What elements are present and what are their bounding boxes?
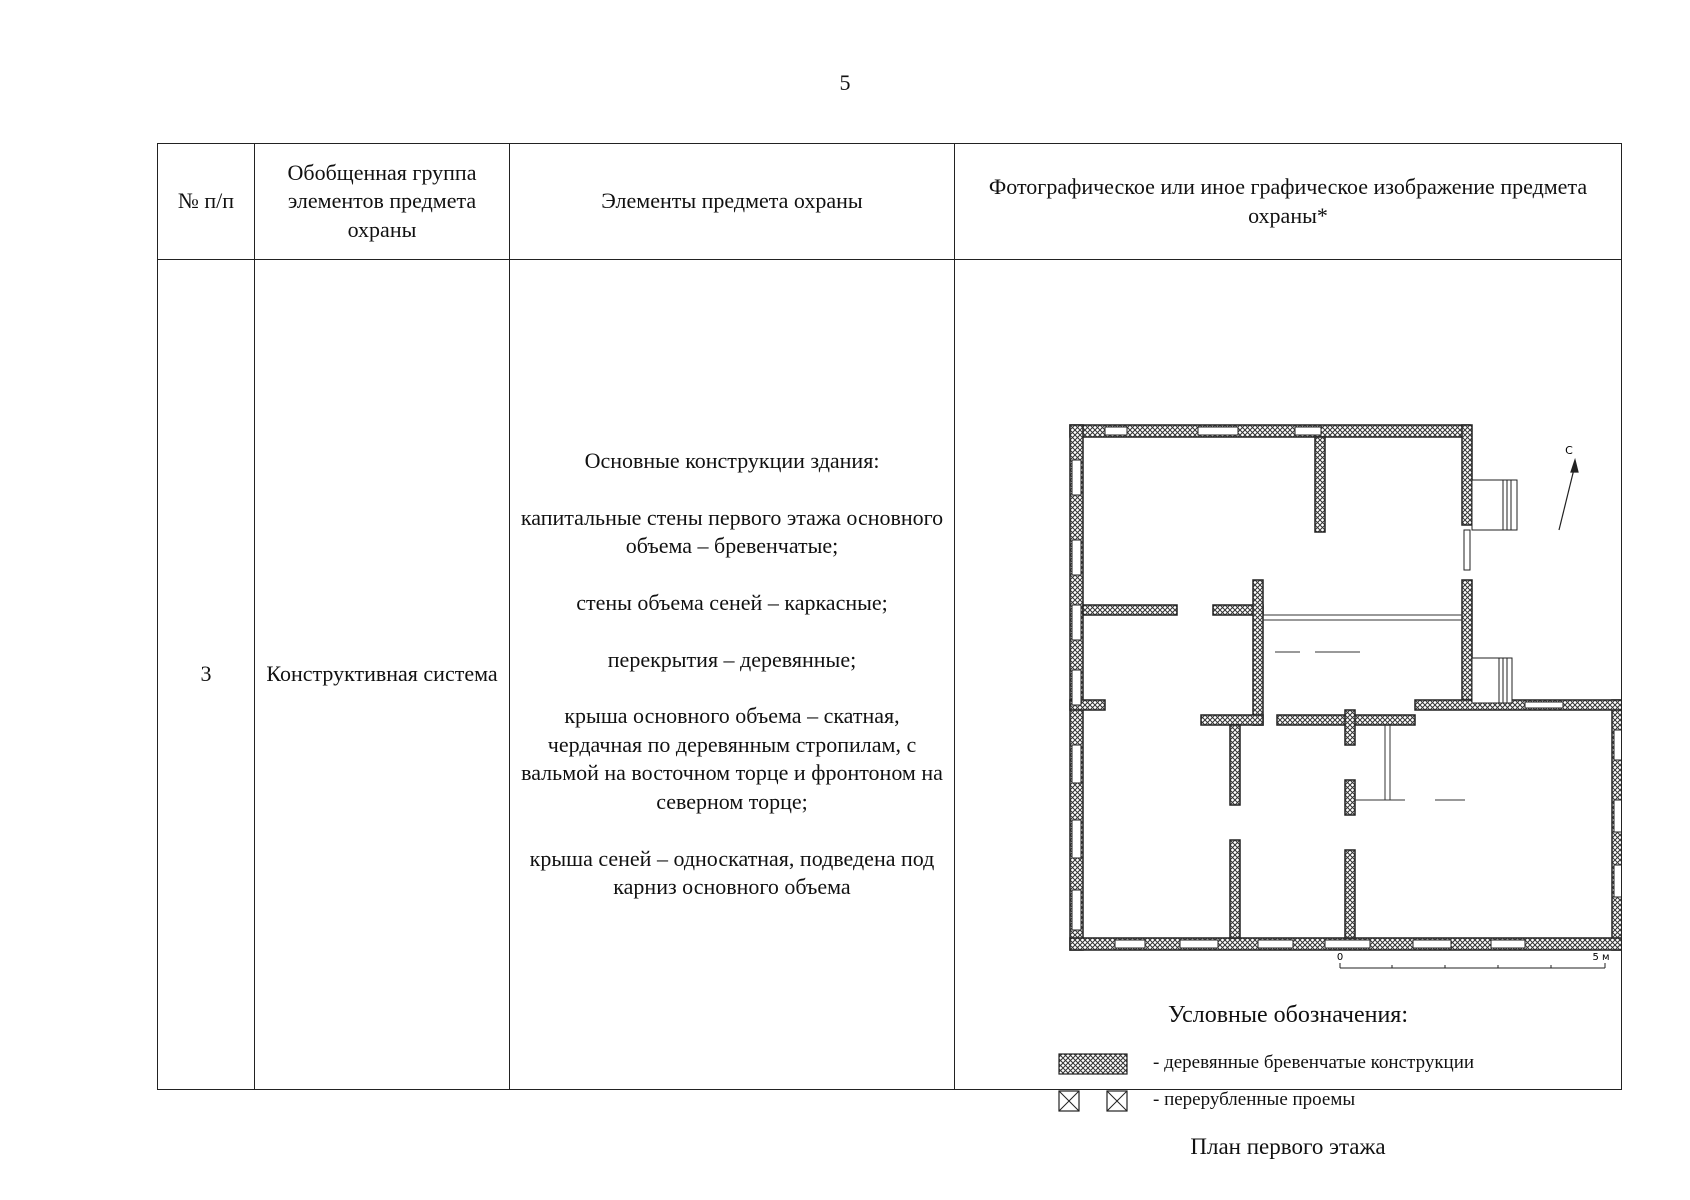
element-item: стены объема сеней – каркасные; — [576, 590, 888, 616]
legend-label-log: - деревянные бревенчатые конструкции — [1153, 1052, 1475, 1073]
header-image: Фотографическое или иное графическое изображение предмета охраны* — [955, 144, 1622, 260]
element-item: Основные конструкции здания: — [584, 448, 880, 474]
header-number: № п/п — [158, 144, 255, 260]
protection-table — [157, 143, 1622, 1159]
scale-start-label: 0 — [1336, 952, 1344, 963]
table-header-row — [158, 144, 1622, 260]
element-item: перекрытия – деревянные; — [607, 646, 857, 672]
north-arrow-icon — [1559, 460, 1578, 530]
element-item: капитальные стены первого этажа основного объема – бревенчатые; — [520, 504, 944, 559]
page-number: 5 — [839, 70, 851, 95]
header-group: Обобщенная группа элементов предмета охраны — [255, 144, 510, 260]
table-row — [158, 260, 1622, 1090]
cut-opening-swatch-icon — [1058, 1090, 1128, 1112]
row-image-cell — [955, 260, 1622, 1159]
porch-steps — [1472, 480, 1517, 703]
scale-bar — [1340, 963, 1605, 968]
row-group: Конструктивная система — [255, 260, 510, 1090]
floor-plan-drawing — [955, 260, 1621, 980]
row-number: 3 — [158, 260, 255, 1090]
legend-title: Условные обозначения: — [1167, 1002, 1409, 1028]
element-item: крыша сеней – односкатная, подведена под карниз основного объема — [529, 845, 935, 900]
north-label: С — [1565, 444, 1573, 457]
row-elements — [510, 260, 955, 1090]
header-elements: Элементы предмета охраны — [510, 144, 955, 260]
scale-end-label: 5 м — [1592, 952, 1610, 963]
log-construction-swatch-icon — [1058, 1053, 1128, 1075]
interior-walls — [1083, 437, 1415, 938]
plan-caption: План первого этажа — [1190, 1134, 1386, 1159]
element-item: крыша основного объема – скатная, чердачная по деревянным стропилам, с вальмой на восточном торце и фронтоном на северном торце; — [521, 703, 943, 814]
legend-label-cut-openings: - перерубленные проемы — [1153, 1089, 1356, 1110]
